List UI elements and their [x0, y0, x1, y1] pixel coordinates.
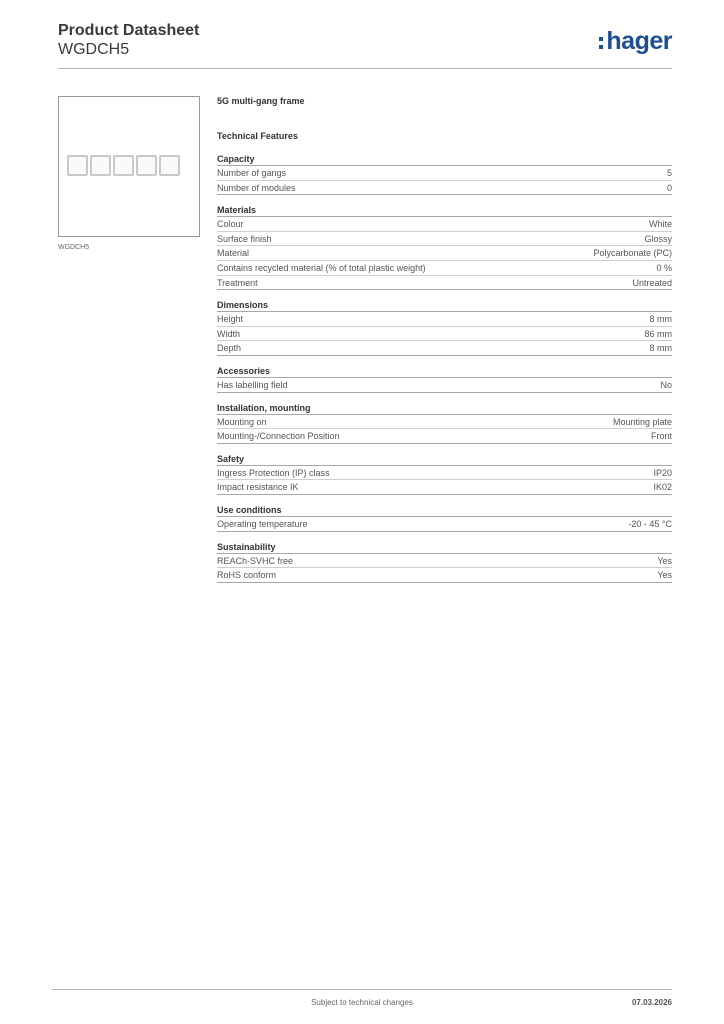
- spec-row: [217, 181, 672, 196]
- footer-note: Subject to technical changes: [311, 998, 413, 1007]
- spec-label: Treatment: [217, 277, 258, 288]
- spec-label: RoHS conform: [217, 570, 277, 581]
- spec-label: Depth: [217, 343, 242, 354]
- spec-label: Mounting-/Connection Position: [217, 431, 340, 442]
- gang-slot: [67, 155, 88, 176]
- gang-slot: [136, 155, 157, 176]
- spec-value: 5: [666, 168, 672, 178]
- spec-value: 0 %: [656, 262, 672, 273]
- spec-value: 0: [666, 182, 672, 193]
- spec-label: Ingress Protection (IP) class: [217, 467, 330, 478]
- spec-label: Height: [217, 314, 244, 325]
- spec-row: [217, 217, 672, 232]
- spec-label: REACh-SVHC free: [217, 555, 294, 566]
- section-title: Use conditions: [217, 504, 672, 517]
- document-title: Product Datasheet: [58, 22, 200, 39]
- product-name: 5G multi-gang frame: [217, 96, 305, 106]
- section-title: Capacity: [217, 153, 672, 166]
- spec-label: Material: [217, 248, 250, 259]
- feature-section: [217, 541, 672, 583]
- gang-slot: [159, 155, 180, 176]
- spec-value: 86 mm: [644, 328, 672, 339]
- spec-row: [217, 327, 672, 342]
- spec-row: [217, 568, 672, 583]
- section-title: Dimensions: [217, 299, 672, 312]
- spec-value: 8 mm: [649, 314, 672, 325]
- spec-row: [217, 246, 672, 261]
- spec-row: [217, 415, 672, 430]
- feature-section: [217, 299, 672, 356]
- spec-value: White: [648, 219, 672, 230]
- spec-row: [217, 429, 672, 444]
- spec-row: [217, 480, 672, 495]
- spec-row: [217, 517, 672, 532]
- spec-row: [217, 312, 672, 327]
- spec-row: [217, 261, 672, 276]
- feature-section: [217, 153, 672, 195]
- spec-label: Number of gangs: [217, 168, 287, 178]
- spec-row: [217, 166, 672, 181]
- technical-content: [217, 96, 672, 592]
- spec-value: Yes: [657, 555, 672, 566]
- feature-section: [217, 504, 672, 532]
- page-header: [58, 21, 672, 69]
- spec-value: IK02: [653, 482, 672, 493]
- section-title: Sustainability: [217, 541, 672, 554]
- spec-value: Mounting plate: [612, 416, 672, 427]
- spec-label: Contains recycled material (% of total plastic weight): [217, 262, 426, 273]
- gang-slot: [113, 155, 134, 176]
- spec-value: No: [660, 379, 672, 390]
- footer-divider: [52, 989, 672, 990]
- spec-label: Has labelling field: [217, 379, 288, 390]
- spec-value: Yes: [657, 570, 672, 581]
- spec-label: Number of modules: [217, 182, 296, 193]
- logo-dots-icon: [599, 37, 603, 49]
- header-divider: [58, 68, 672, 69]
- feature-section: [217, 204, 672, 290]
- spec-value: Front: [650, 431, 672, 442]
- spec-value: Polycarbonate (PC): [593, 248, 672, 259]
- spec-label: Impact resistance IK: [217, 482, 299, 493]
- spec-row: [217, 554, 672, 569]
- section-title: Materials: [217, 204, 672, 217]
- product-image: [58, 96, 200, 237]
- spec-row: [217, 378, 672, 393]
- spec-value: 8 mm: [649, 343, 672, 354]
- gang-slot: [90, 155, 111, 176]
- spec-value: Untreated: [632, 277, 672, 288]
- section-title: Safety: [217, 453, 672, 466]
- section-title: Installation, mounting: [217, 402, 672, 415]
- hager-logo: [599, 27, 672, 55]
- spec-row: [217, 276, 672, 291]
- image-caption: WGDCH5: [58, 244, 90, 251]
- section-title: Accessories: [217, 365, 672, 378]
- spec-label: Colour: [217, 219, 244, 230]
- spec-row: [217, 232, 672, 247]
- feature-section: [217, 402, 672, 444]
- spec-label: Surface finish: [217, 233, 272, 244]
- spec-label: Mounting on: [217, 416, 267, 427]
- spec-value: IP20: [653, 467, 672, 478]
- spec-label: Operating temperature: [217, 518, 308, 529]
- spec-value: Glossy: [644, 233, 672, 244]
- features-title: Technical Features: [217, 131, 298, 141]
- product-code: WGDCH5: [58, 41, 130, 58]
- footer-date: 07.03.2026: [631, 998, 672, 1007]
- logo-text: hager: [606, 26, 672, 55]
- spec-value: -20 - 45 °C: [628, 518, 672, 529]
- multi-gang-frame-icon: [67, 155, 180, 176]
- feature-section: [217, 365, 672, 393]
- feature-sections: [217, 153, 672, 583]
- spec-label: Width: [217, 328, 241, 339]
- spec-row: [217, 341, 672, 356]
- spec-row: [217, 466, 672, 481]
- feature-section: [217, 453, 672, 495]
